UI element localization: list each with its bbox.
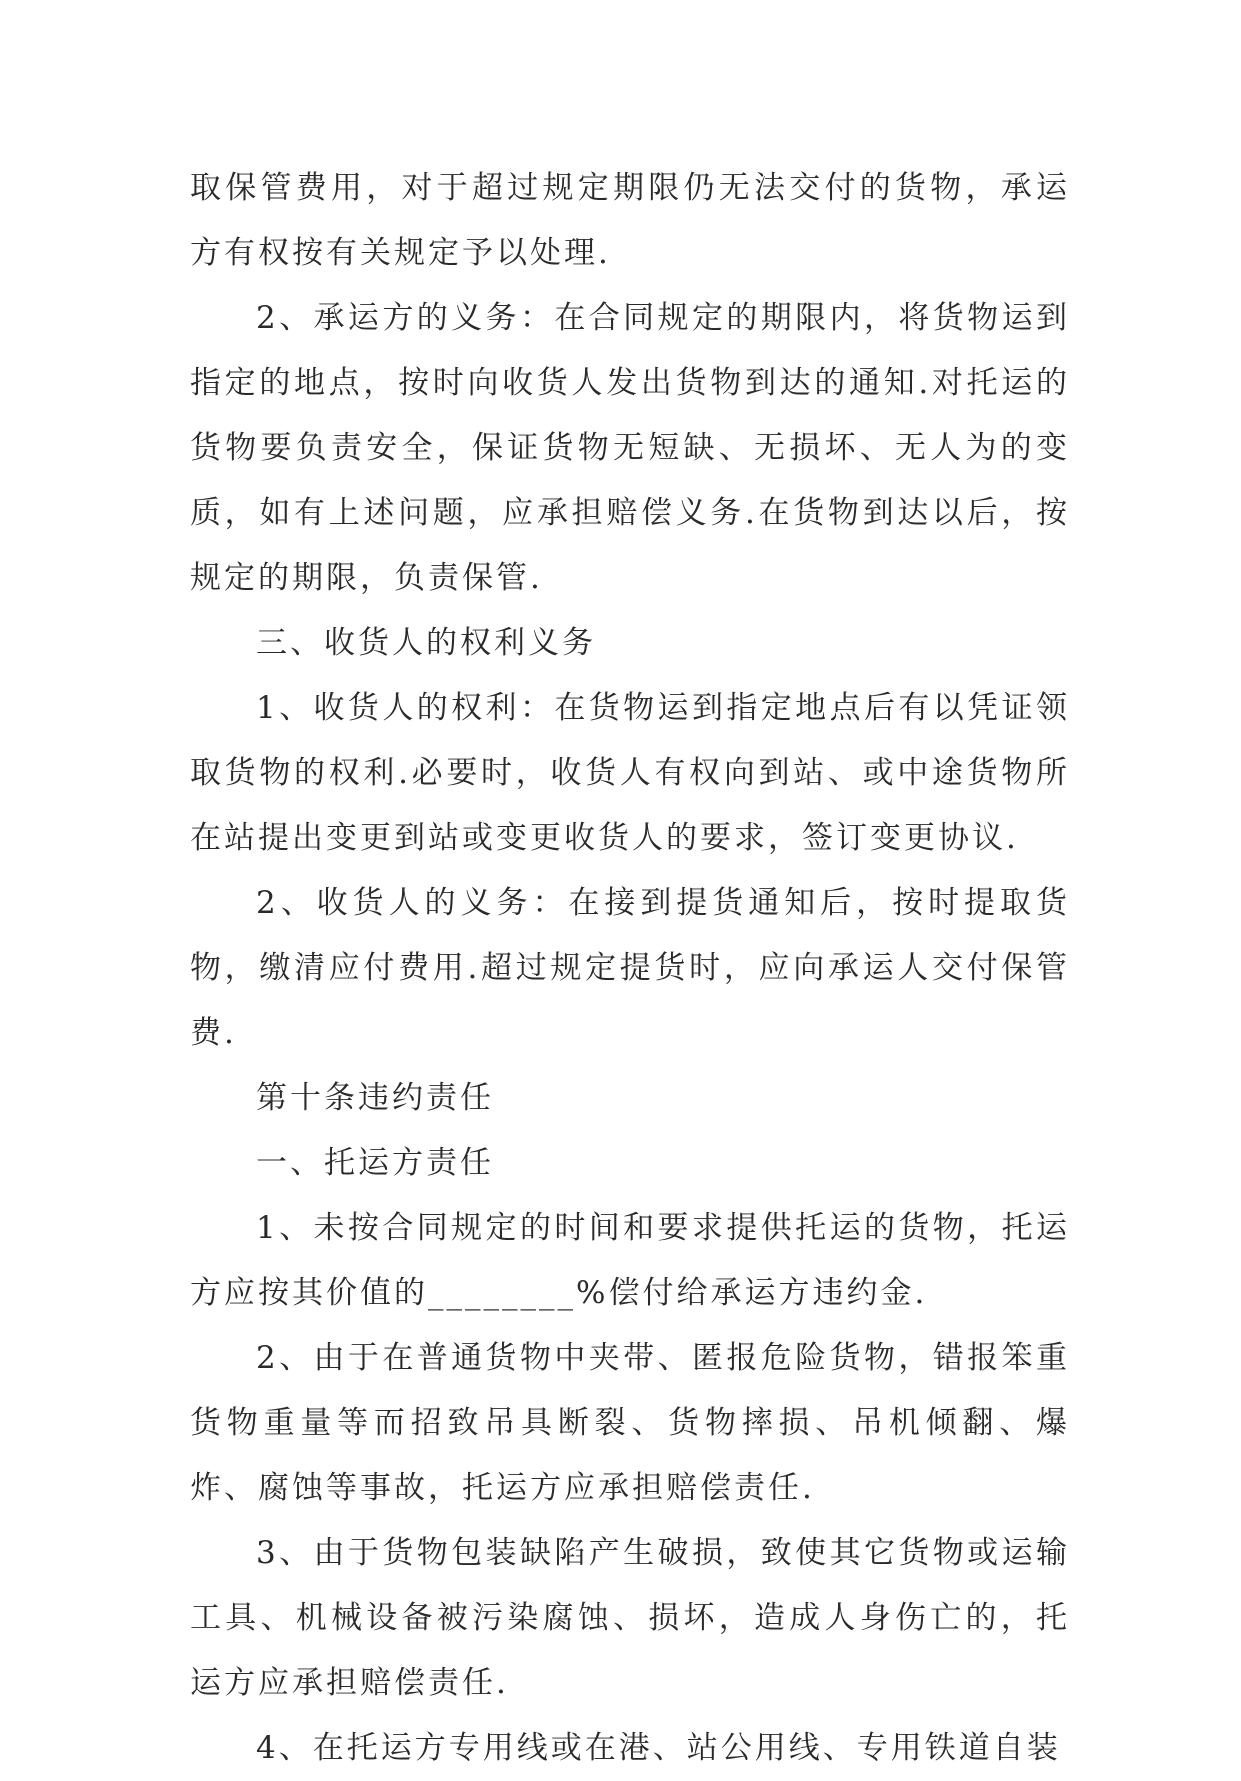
paragraph-storage-fee-continuation: 取保管费用，对于超过规定期限仍无法交付的货物，承运方有权按有关规定予以处理. bbox=[190, 170, 1070, 271]
paragraph-liability-item-2: 2、由于在普通货物中夹带、匿报危险货物，错报笨重货物重量等而招致吊具断裂、货物摔损、吊机倾翻、爆炸、腐蚀等事故，托运方应承担赔偿责任. bbox=[190, 1340, 1070, 1506]
paragraph-liability-item-3: 3、由于货物包装缺陷产生破损，致使其它货物或运输工具、机械设备被污染腐蚀、损坏，造成人身伤亡的，托运方应承担赔偿责任. bbox=[190, 1535, 1070, 1701]
paragraph-consignee-obligations: 2、收货人的义务：在接到提货通知后，按时提取货物，缴清应付费用.超过规定提货时，应向承运人交付保管费. bbox=[190, 885, 1070, 1051]
paragraph-consignee-rights: 1、收货人的权利：在货物运到指定地点后有以凭证领取货物的权利.必要时，收货人有权向到站、或中途货物所在站提出变更到站或变更收货人的要求，签订变更协议. bbox=[190, 690, 1070, 856]
document-body bbox=[190, 156, 1070, 1781]
paragraph-liability-item-4: 4、在托运方专用线或在港、站公用线、专用铁道自装 bbox=[256, 1730, 1061, 1766]
paragraph-liability-item-1: 1、未按合同规定的时间和要求提供托运的货物，托运方应按其价值的________%偿付给承运方违约金. bbox=[190, 1210, 1070, 1311]
paragraph-carrier-obligations: 2、承运方的义务：在合同规定的期限内，将货物运到指定的地点，按时向收货人发出货物到达的通知.对托运的货物要负责安全，保证货物无短缺、无损坏、无人为的变质，如有上述问题，应承担赔偿义务.在货物到达以后，按规定的期限，负责保管. bbox=[190, 300, 1070, 596]
section-heading-shipper-liability: 一、托运方责任 bbox=[256, 1145, 494, 1181]
section-heading-consignee-rights: 三、收货人的权利义务 bbox=[256, 625, 596, 661]
article-heading-liability: 第十条违约责任 bbox=[256, 1080, 494, 1116]
